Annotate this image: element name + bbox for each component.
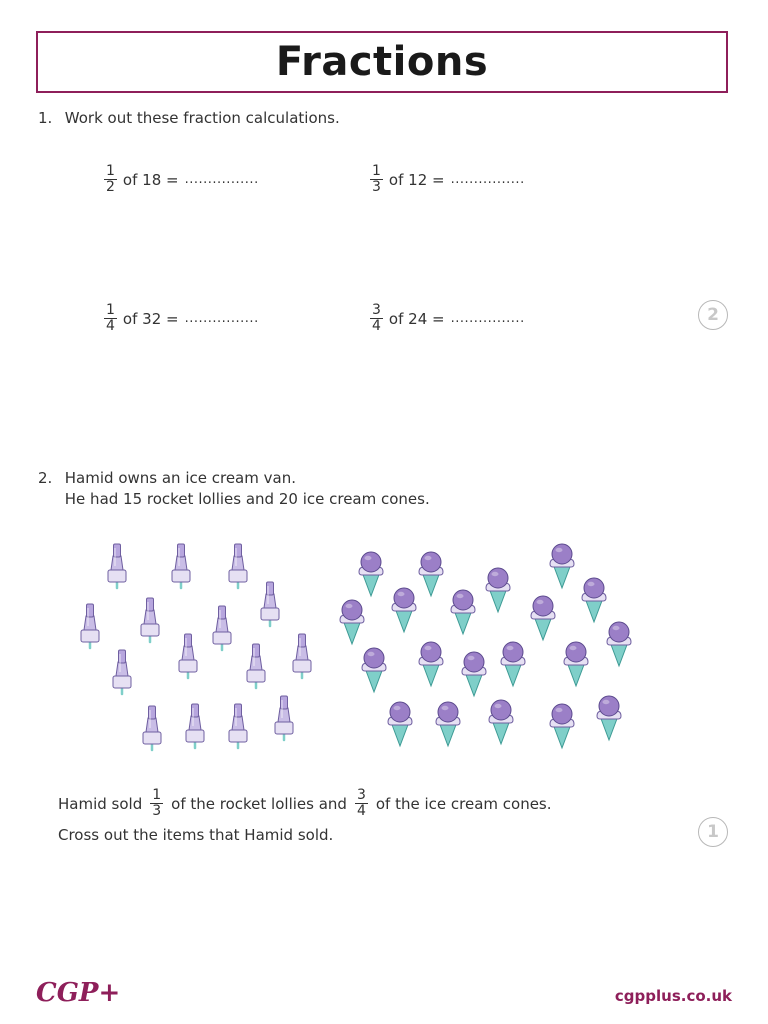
ice-cream-cone[interactable] bbox=[531, 596, 555, 640]
page-title: Fractions bbox=[275, 39, 489, 85]
question-2-number: 2. bbox=[38, 469, 53, 487]
marks-circle-q2: 1 bbox=[698, 817, 728, 847]
ice-cream-cone[interactable] bbox=[362, 648, 386, 692]
ice-cream-cone[interactable] bbox=[501, 642, 525, 686]
sold-sentence-part-3: of the ice cream cones. bbox=[375, 794, 552, 813]
rocket-lolly[interactable] bbox=[172, 544, 190, 588]
footer-url[interactable]: cgpplus.co.uk bbox=[614, 987, 732, 1005]
rocket-lolly[interactable] bbox=[143, 706, 161, 750]
numerator: 1 bbox=[106, 163, 115, 179]
rocket-lolly[interactable] bbox=[213, 606, 231, 650]
sold-sentence-part-1: Hamid sold bbox=[58, 794, 143, 813]
ice-cream-cone[interactable] bbox=[436, 702, 460, 746]
question-2-line-2: He had 15 rocket lollies and 20 ice cream cones. bbox=[64, 490, 430, 508]
marks-circle-q1: 2 bbox=[698, 300, 728, 330]
denominator: 4 bbox=[106, 318, 115, 334]
ice-cream-cone[interactable] bbox=[582, 578, 606, 622]
numerator: 1 bbox=[372, 163, 381, 179]
question-2-line-1: Hamid owns an ice cream van. bbox=[64, 469, 296, 487]
calc-3-text: of 32 = bbox=[122, 309, 179, 328]
rocket-lollies bbox=[81, 544, 311, 750]
sold-sentence-part-2: of the rocket lollies and bbox=[171, 794, 347, 813]
rocket-lolly[interactable] bbox=[229, 704, 247, 748]
calc-4-answer-blank[interactable]: ................ bbox=[450, 311, 525, 326]
cone-fraction bbox=[355, 788, 368, 819]
ice-cream-cone[interactable] bbox=[489, 700, 513, 744]
ice-cream-cone[interactable] bbox=[419, 642, 443, 686]
numerator: 1 bbox=[152, 787, 162, 803]
ice-cream-cone[interactable] bbox=[419, 552, 443, 596]
calc-2-answer-blank[interactable]: ................ bbox=[450, 172, 525, 187]
ice-cream-cone[interactable] bbox=[564, 642, 588, 686]
rocket-lolly[interactable] bbox=[108, 544, 126, 588]
ice-cream-cone[interactable] bbox=[388, 702, 412, 746]
rocket-lolly[interactable] bbox=[293, 634, 311, 678]
ice-cream-cone[interactable] bbox=[550, 544, 574, 588]
denominator: 3 bbox=[372, 179, 381, 195]
denominator: 2 bbox=[106, 179, 115, 195]
question-1-text: Work out these fraction calculations. bbox=[64, 109, 340, 127]
denominator: 4 bbox=[356, 803, 366, 819]
calc-4-text: of 24 = bbox=[388, 309, 445, 328]
sold-sentence bbox=[58, 788, 552, 819]
ice-cream-cone[interactable] bbox=[597, 696, 621, 740]
numerator: 3 bbox=[372, 302, 381, 318]
rocket-lolly[interactable] bbox=[186, 704, 204, 748]
ice-cream-cone[interactable] bbox=[340, 600, 364, 644]
calc-1-answer-blank[interactable]: ................ bbox=[184, 172, 259, 187]
rocket-lolly[interactable] bbox=[247, 644, 265, 688]
ice-cream-cones bbox=[340, 544, 631, 748]
rocket-lolly[interactable] bbox=[261, 582, 279, 626]
lolly-fraction bbox=[150, 788, 163, 819]
question-1-number: 1. bbox=[38, 109, 53, 127]
ice-cream-cone[interactable] bbox=[462, 652, 486, 696]
numerator: 3 bbox=[356, 787, 366, 803]
ice-cream-cone[interactable] bbox=[550, 704, 574, 748]
rocket-lolly[interactable] bbox=[229, 544, 247, 588]
denominator: 4 bbox=[372, 318, 381, 334]
ice-cream-cone[interactable] bbox=[359, 552, 383, 596]
ice-cream-cone[interactable] bbox=[392, 588, 416, 632]
cgp-logo: CGP+ bbox=[36, 978, 121, 1008]
rocket-lolly[interactable] bbox=[179, 634, 197, 678]
rocket-lolly[interactable] bbox=[81, 604, 99, 648]
ice-cream-cone[interactable] bbox=[486, 568, 510, 612]
ice-cream-cone[interactable] bbox=[607, 622, 631, 666]
rocket-lolly[interactable] bbox=[113, 650, 131, 694]
rocket-lolly[interactable] bbox=[275, 696, 293, 740]
denominator: 3 bbox=[152, 803, 162, 819]
numerator: 1 bbox=[106, 302, 115, 318]
ice-cream-cone[interactable] bbox=[451, 590, 475, 634]
rocket-lolly[interactable] bbox=[141, 598, 159, 642]
calc-1-text: of 18 = bbox=[122, 170, 179, 189]
calc-3-answer-blank[interactable]: ................ bbox=[184, 311, 259, 326]
calc-2-text: of 12 = bbox=[388, 170, 445, 189]
instruction-text: Cross out the items that Hamid sold. bbox=[58, 826, 334, 844]
